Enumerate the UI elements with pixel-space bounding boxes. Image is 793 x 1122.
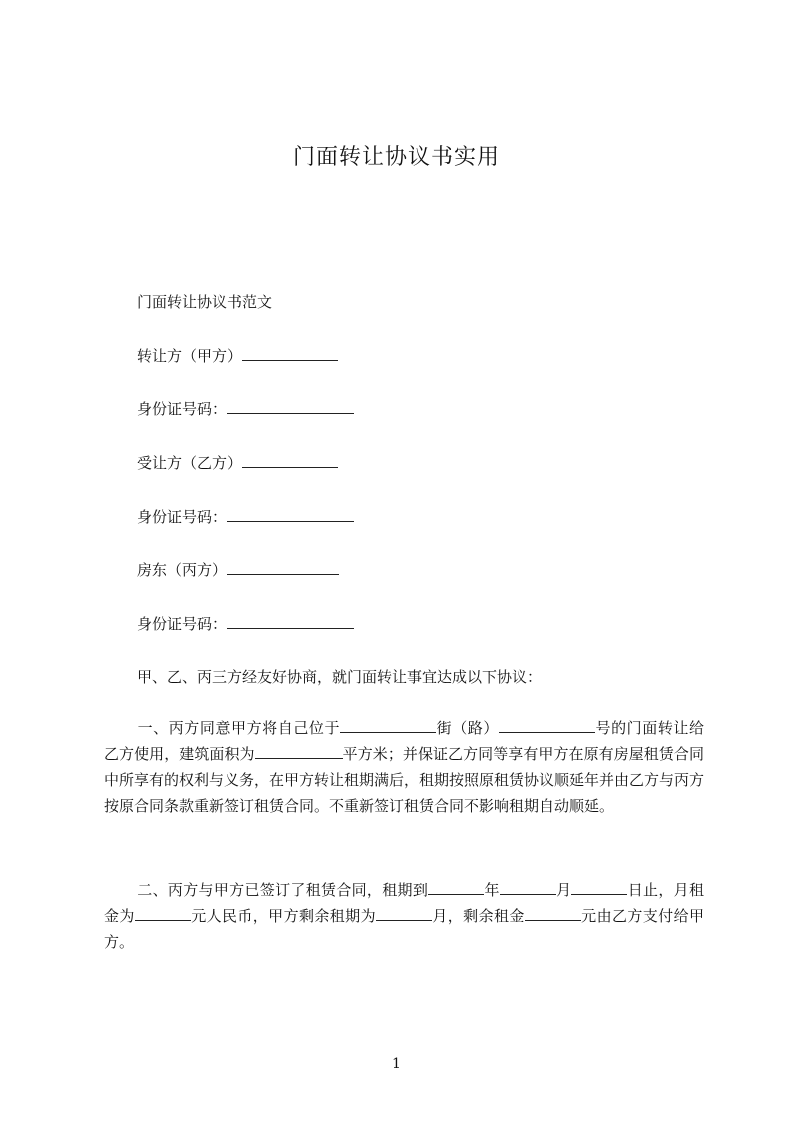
clause-2-text-b: 年 bbox=[484, 881, 500, 899]
clause-2-text-f: 月，剩余租金 bbox=[431, 907, 525, 925]
transferee-line bbox=[137, 452, 338, 473]
page-number: 1 bbox=[392, 1056, 401, 1072]
clause-2-text-g: 元由乙方支付给甲方。 bbox=[104, 907, 704, 951]
clause-2-text-d: 日止，月租金为 bbox=[104, 881, 704, 925]
landlord-id-blank bbox=[227, 614, 354, 629]
intro-text: 甲、乙、丙三方经友好协商，就门面转让事宜达成以下协议： bbox=[137, 668, 543, 686]
clause-2-text-a: 二、丙方与甲方已签订了租赁合同，租期到 bbox=[137, 881, 429, 899]
area-blank bbox=[255, 744, 343, 759]
landlord-id-line bbox=[137, 613, 354, 634]
clause-2-text-c: 月 bbox=[555, 881, 572, 899]
month-blank bbox=[500, 880, 556, 895]
day-blank bbox=[571, 880, 627, 895]
transferee-id-label: 身份证号码： bbox=[137, 508, 228, 526]
document-title: 门面转让协议书实用 bbox=[292, 145, 500, 170]
landlord-blank bbox=[227, 560, 339, 575]
transferor-id-blank bbox=[227, 399, 354, 414]
clause-1-text-a: 一、丙方同意甲方将自己位于 bbox=[137, 719, 341, 737]
number-blank bbox=[499, 718, 595, 733]
transferor-id-label: 身份证号码： bbox=[137, 400, 228, 418]
clause-2 bbox=[104, 877, 704, 955]
year-blank bbox=[428, 880, 484, 895]
landlord-line bbox=[137, 559, 339, 580]
clause-2-text-e: 元人民币，甲方剩余租期为 bbox=[190, 907, 376, 925]
clause-1-text-d: 平方米；并保证乙方同等享有甲方在原有房屋租赁合同中所享有的权利与义务，在甲方转让租期满后，租期按照原租赁协议顺延年并由乙方与丙方按原合同条款重新签订租赁合同。不重新签订租赁合同不影响租期自动顺延。 bbox=[104, 745, 705, 815]
landlord-label: 房东（丙方） bbox=[137, 561, 228, 579]
transferor-line bbox=[137, 345, 338, 366]
transferee-id-blank bbox=[227, 507, 354, 522]
transferor-label: 转让方（甲方） bbox=[137, 347, 243, 365]
clause-1-text-c: 号的门面转让给乙方使用，建筑面积为 bbox=[104, 719, 704, 763]
transferee-label: 受让方（乙方） bbox=[137, 454, 243, 472]
transferee-id-line bbox=[137, 506, 354, 527]
clause-1 bbox=[104, 715, 704, 819]
transferor-id-line bbox=[137, 398, 354, 419]
transferee-blank bbox=[242, 453, 338, 468]
rent-blank bbox=[135, 906, 191, 921]
clause-1-text-b: 街（路） bbox=[436, 719, 499, 737]
document-subtitle: 门面转让协议书范文 bbox=[137, 293, 273, 311]
remaining-rent-blank bbox=[525, 906, 581, 921]
street-blank bbox=[340, 718, 436, 733]
landlord-id-label: 身份证号码： bbox=[137, 615, 228, 633]
transferor-blank bbox=[242, 346, 338, 361]
remaining-term-blank bbox=[376, 906, 432, 921]
